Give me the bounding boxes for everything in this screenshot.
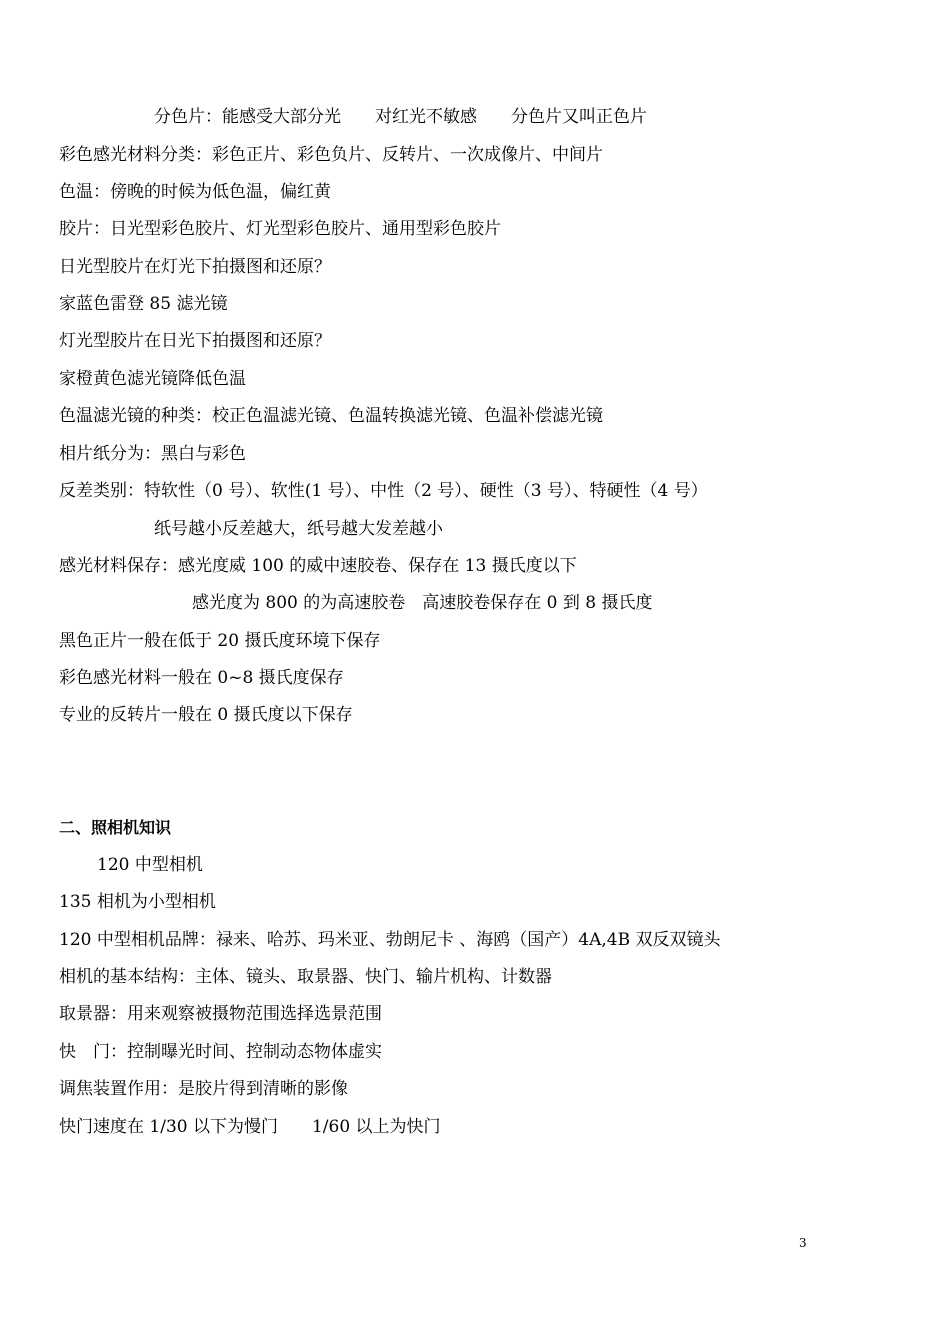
section-heading: 二、照相机知识 [59,818,172,837]
page-number: 3 [799,1236,807,1250]
text-line: 彩色感光材料分类：彩色正片、彩色负片、反转片、一次成像片、中间片 [59,145,603,165]
text-line: 取景器：用来观察被摄物范围选择选景范围 [59,1004,382,1024]
text-line: 纸号越小反差越大，纸号越大发差越小 [154,519,443,539]
text-line: 120 中型相机品牌：禄来、哈苏、玛米亚、勃朗尼卡 、海鸥（国产）4A,4B 双反双镜头 [59,930,721,950]
text-line: 反差类别：特软性（0 号）、软性(1 号）、中性（2 号）、硬性（3 号）、特硬性（4 号） [59,481,708,501]
text-line: 相机的基本结构：主体、镜头、取景器、快门、输片机构、计数器 [59,967,552,987]
text-line: 快门速度在 1/30 以下为慢门 1/60 以上为快门 [59,1117,441,1137]
text-line: 色温滤光镜的种类：校正色温滤光镜、色温转换滤光镜、色温补偿滤光镜 [59,406,603,426]
text-line: 胶片：日光型彩色胶片、灯光型彩色胶片、通用型彩色胶片 [59,219,501,239]
text-line: 灯光型胶片在日光下拍摄图和还原？ [59,331,331,351]
text-line: 专业的反转片一般在 0 摄氏度以下保存 [59,705,353,725]
text-line: 135 相机为小型相机 [59,892,216,912]
text-line: 感光材料保存：感光度威 100 的威中速胶卷、保存在 13 摄氏度以下 [59,556,577,576]
text-line: 家蓝色雷登 85 滤光镜 [59,294,228,314]
text-line: 快 门：控制曝光时间、控制动态物体虚实 [59,1042,382,1062]
text-line: 日光型胶片在灯光下拍摄图和还原？ [59,257,331,277]
text-line: 120 中型相机 [97,855,203,875]
text-line: 黑色正片一般在低于 20 摄氏度环境下保存 [59,631,381,651]
text-line: 色温：傍晚的时候为低色温，偏红黄 [59,182,331,202]
text-line: 分色片：能感受大部分光 对红光不敏感 分色片又叫正色片 [154,107,647,127]
text-line: 感光度为 800 的为高速胶卷 高速胶卷保存在 0 到 8 摄氏度 [192,593,653,613]
text-line: 彩色感光材料一般在 0~8 摄氏度保存 [59,668,344,688]
text-line: 相片纸分为：黑白与彩色 [59,444,246,464]
text-line: 调焦装置作用：是胶片得到清晰的影像 [59,1079,348,1099]
text-line: 家橙黄色滤光镜降低色温 [59,369,246,389]
